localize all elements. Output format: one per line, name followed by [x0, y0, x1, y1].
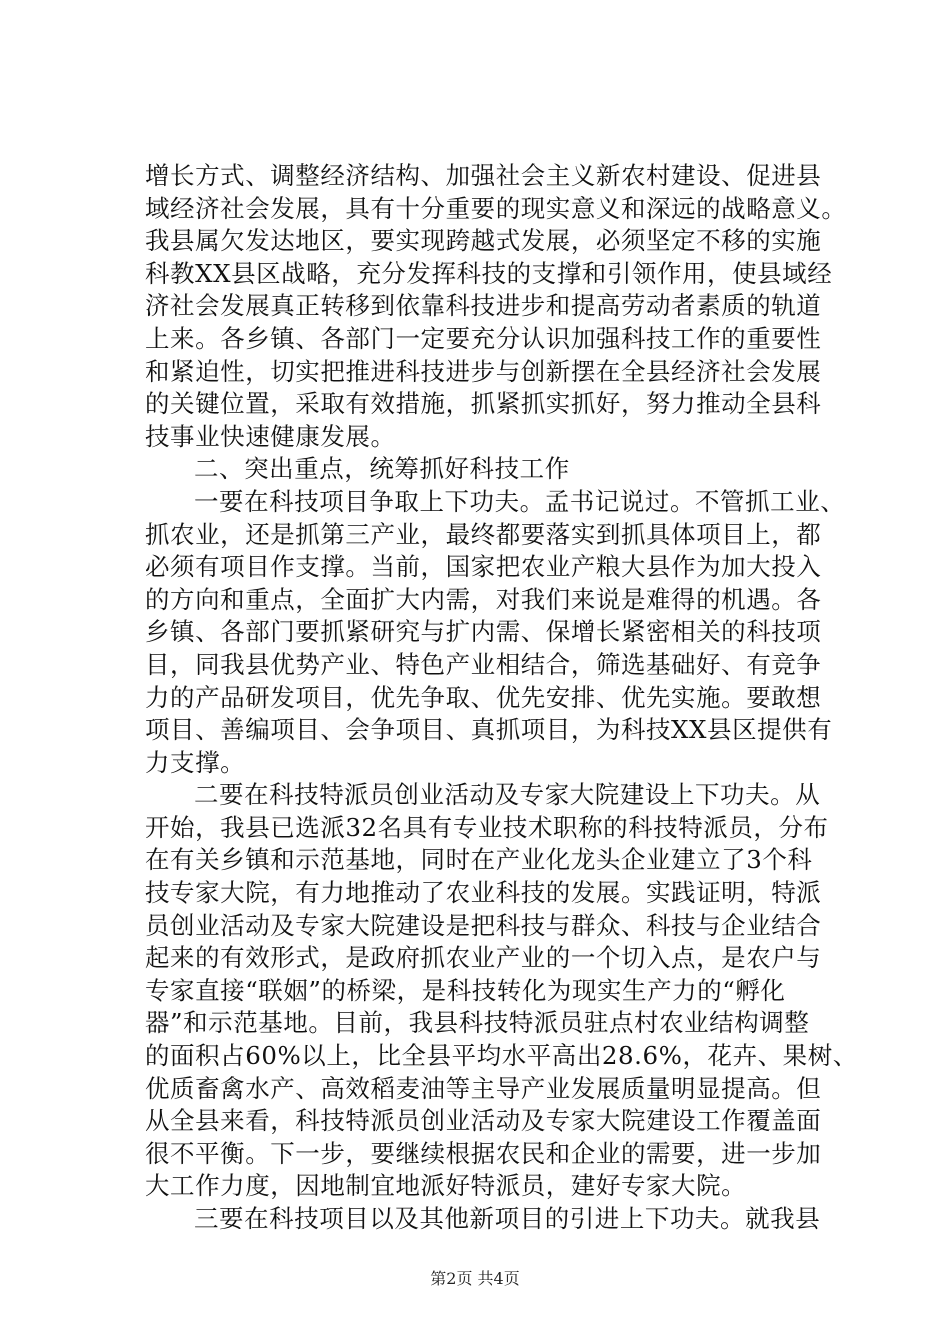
- text-line: 员创业活动及专家大院建设是把科技与群众、科技与企业结合: [145, 910, 822, 940]
- text-line: 二要在科技特派员创业活动及专家大院建设上下功夫。从: [194, 780, 821, 810]
- page-number-footer: 第2页 共4页: [430, 1269, 520, 1288]
- text-line: 的方向和重点，全面扩大内需，对我们来说是难得的机遇。各: [145, 584, 822, 614]
- paragraph-special-commissioners: [145, 779, 858, 1203]
- text-line: 济社会发展真正转移到依靠科技进步和提高劳动者素质的轨道: [145, 291, 822, 321]
- text-line: 大工作力度，因地制宜地派好特派员，建好专家大院。: [145, 1171, 747, 1201]
- text-line: 技事业快速健康发展。: [145, 421, 396, 451]
- text-line: 抓农业，还是抓第三产业，最终都要落实到抓具体项目上，都: [145, 519, 822, 549]
- text-line: 的关键位置，采取有效措施，抓紧抓实抓好，努力推动全县科: [145, 389, 822, 419]
- document-body: [145, 160, 858, 1236]
- paragraph-significance: [145, 160, 847, 453]
- text-line: 从全县来看，科技特派员创业活动及专家大院建设工作覆盖面: [145, 1106, 822, 1136]
- text-line: 开始，我县已选派32名具有专业技术职称的科技特派员，分布: [145, 812, 829, 842]
- text-line: 的面积占60%以上，比全县平均水平高出28.6%，花卉、果树、: [145, 1041, 858, 1071]
- text-line: 乡镇、各部门要抓紧研究与扩内需、保增长紧密相关的科技项: [145, 617, 822, 647]
- text-line: 域经济社会发展，具有十分重要的现实意义和深远的战略意义。: [145, 193, 847, 223]
- text-line: 很不平衡。下一步，要继续根据农民和企业的需要，进一步加: [145, 1138, 822, 1168]
- paragraph-project-funding: [145, 486, 846, 779]
- section-heading-text: 二、突出重点，统筹抓好科技工作: [194, 454, 570, 484]
- text-line: 力的产品研发项目，优先争取、优先安排、优先实施。要敢想: [145, 682, 822, 712]
- text-line: 必须有项目作支撑。当前，国家把农业产粮大县作为加大投入: [145, 552, 822, 582]
- text-line: 目，同我县优势产业、特色产业相结合，筛选基础好、有竞争: [145, 649, 822, 679]
- text-line: 器”和示范基地。目前，我县科技特派员驻点村农业结构调整: [145, 1008, 810, 1038]
- text-line: 我县属欠发达地区，要实现跨越式发展，必须坚定不移的实施: [145, 226, 822, 256]
- section-heading: [145, 453, 825, 486]
- text-line: 一要在科技项目争取上下功夫。孟书记说过。不管抓工业、: [194, 486, 846, 516]
- text-line: 项目、善编项目、会争项目、真抓项目，为科技XX县区提供有: [145, 715, 833, 745]
- text-line: 起来的有效形式，是政府抓农业产业的一个切入点，是农户与: [145, 943, 822, 973]
- paragraph-project-introduction: [145, 1203, 825, 1236]
- text-line: 和紧迫性，切实把推进科技进步与创新摆在全县经济社会发展: [145, 356, 822, 386]
- text-line: 科教XX县区战略，充分发挥科技的支撑和引领作用，使县域经: [145, 258, 833, 288]
- text-line: 上来。各乡镇、各部门一定要充分认识加强科技工作的重要性: [145, 323, 822, 353]
- text-line: 增长方式、调整经济结构、加强社会主义新农村建设、促进县: [145, 161, 822, 190]
- text-line: 优质畜禽水产、高效稻麦油等主导产业发展质量明显提高。但: [145, 1073, 822, 1103]
- text-line: 三要在科技项目以及其他新项目的引进上下功夫。就我县: [194, 1204, 821, 1233]
- text-line: 专家直接“联姻”的桥梁，是科技转化为现实生产力的“孵化: [145, 975, 786, 1005]
- text-line: 力支撑。: [145, 747, 246, 777]
- text-line: 在有关乡镇和示范基地，同时在产业化龙头企业建立了3个科: [145, 845, 813, 875]
- text-line: 技专家大院，有力地推动了农业科技的发展。实践证明，特派: [145, 878, 822, 908]
